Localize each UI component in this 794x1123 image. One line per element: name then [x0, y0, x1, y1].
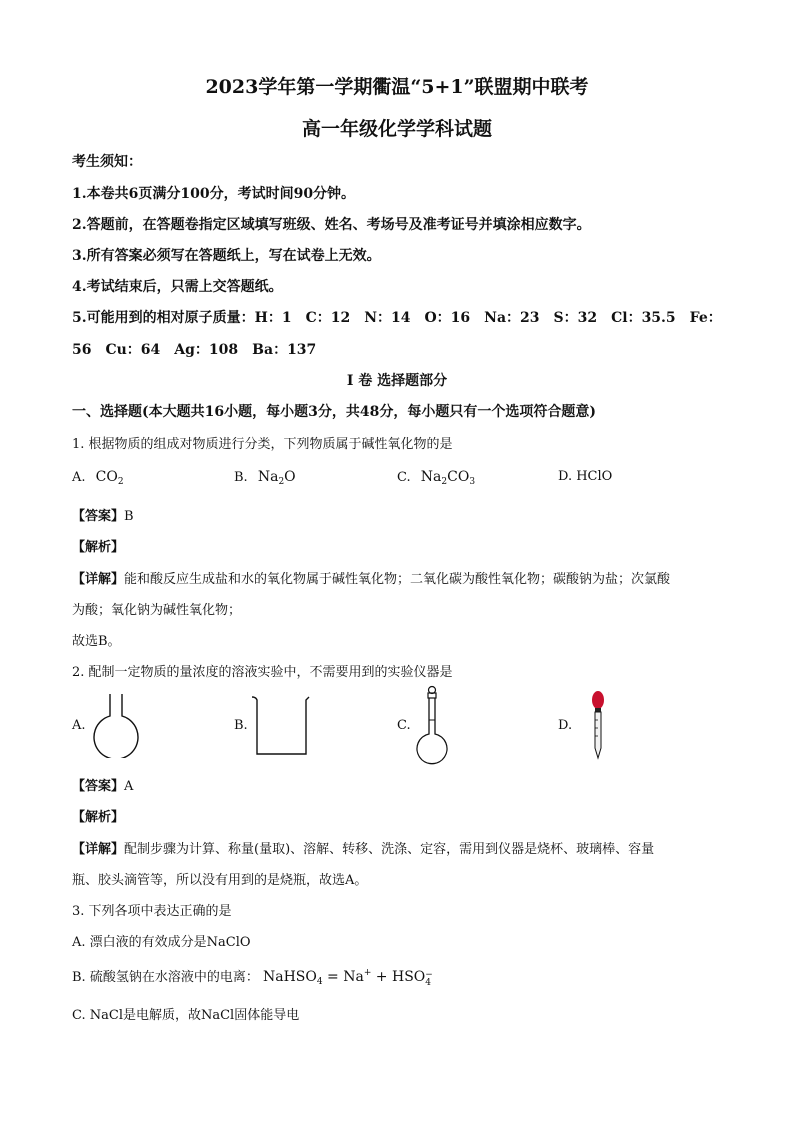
notice-item-2: 2.答题前，在答题卷指定区域填写班级、姓名、考场号及准考证号并填涂相应数字。 [72, 217, 591, 233]
option-label: C. [397, 470, 411, 485]
option-label: B. [234, 470, 248, 485]
q1-option-c [397, 469, 475, 487]
exam-subtitle: 高一年级化学学科试题 [301, 118, 492, 140]
formula: $Na_2CO_3$ [420, 469, 476, 487]
notice-item-1: 1.本卷共6页满分100分，考试时间90分钟。 [72, 186, 356, 202]
q1-conclusion: 故选B。 [72, 634, 121, 649]
notice-heading: 考生须知： [72, 154, 142, 170]
q3-option-c: C. NaCl是电解质，故NaCl固体能导电 [72, 1008, 300, 1023]
q1-stem: 1. 根据物质的组成对物质进行分类，下列物质属于碱性氧化物的是 [72, 437, 453, 452]
section-heading: 一、选择题(本大题共16小题，每小题3分，共48分，每小题只有一个选项符合题意) [72, 404, 596, 420]
option-label: A. [72, 470, 86, 485]
q3-option-b: B. 硫酸氢钠在水溶液中的电离： NaHSO$_4$ = Na+ + HSO − 4 [72, 968, 433, 988]
q2-answer: 【答案】A [72, 779, 134, 794]
dropper-icon [588, 690, 608, 762]
q1-analysis-tag: 【解析】 [72, 540, 125, 555]
q1-answer: 【答案】B [72, 509, 134, 524]
notice-item-4: 4.考试结束后，只需上交答题纸。 [72, 279, 283, 295]
notice-item-3: 3.所有答案必须写在答题纸上，写在试卷上无效。 [72, 248, 381, 264]
round-bottom-flask-icon [88, 692, 144, 758]
volumetric-flask-icon [412, 684, 452, 768]
notice-item-5: 5.可能用到的相对原子质量：H：1 C：12 N：14 O：16 Na：23 S：32 Cl：35.5 Fe： [72, 310, 722, 326]
q1-option-a [72, 469, 124, 487]
q3-option-a: A. 漂白液的有效成分是NaClO [72, 935, 251, 950]
q2-stem: 2. 配制一定物质的量浓度的溶液实验中，不需要用到的实验仪器是 [72, 665, 453, 680]
q2-option-d-label: D. [558, 718, 573, 733]
formula: $Na_2O$ [257, 469, 296, 487]
part-title: I 卷 选择题部分 [346, 373, 448, 389]
q2-option-c-label: C. [397, 718, 411, 733]
q2-option-a-label: A. [72, 718, 86, 733]
q2-detail: 【详解】配制步骤为计算、称量(量取)、溶解、转移、洗涤、定容，需用到仪器是烧杯、玻璃棒、容量 [72, 842, 655, 857]
q1-option-d: D. HClO [558, 469, 613, 484]
formula: $CO_2$ [95, 469, 124, 487]
notice-item-5-cont: 56 Cu：64 Ag：108 Ba：137 [72, 342, 317, 358]
q1-detail: 【详解】能和酸反应生成盐和水的氧化物属于碱性氧化物；二氧化碳为酸性氧化物；碳酸钠为盐；次氯酸 [72, 572, 671, 587]
q1-option-b [234, 469, 296, 487]
q2-detail-cont: 瓶、胶头滴管等，所以没有用到的是烧瓶，故选A。 [72, 873, 368, 888]
beaker-icon [250, 694, 312, 758]
exam-title: 2023学年第一学期衢温“5+1”联盟期中联考 [205, 76, 589, 98]
equation: NaHSO$_4$ = Na+ + HSO − 4 [262, 968, 433, 988]
q1-detail-cont: 为酸；氧化钠为碱性氧化物； [72, 603, 242, 618]
q2-analysis-tag: 【解析】 [72, 810, 125, 825]
q3-stem: 3. 下列各项中表达正确的是 [72, 904, 232, 919]
q2-option-b-label: B. [234, 718, 248, 733]
